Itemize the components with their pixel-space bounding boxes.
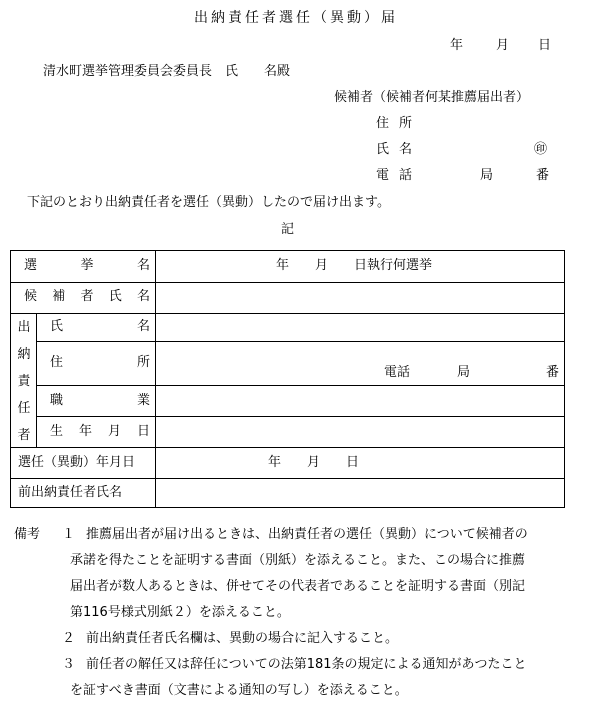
form-title: 出納責任者選任（異動）届 [194,10,398,26]
note-number: １ [62,527,76,542]
note-number: ２ [62,631,76,646]
note-line: 承諾を得たことを証明する書面（別紙）を添えること。また、この場合に推薦 [70,553,526,568]
applicant-heading: 候補者（候補者何某推薦届出者） [334,90,530,105]
election-name-label: 選 挙 名 [24,258,150,273]
form-table [10,250,565,508]
intro-text: 下記のとおり出納責任者を選任（異動）したので届け出ます。 [27,195,390,210]
note-line: を証すべき書面（文書による通知の写し）を添えること。 [70,683,408,698]
table-rule [10,447,565,448]
applicant-address-label: 住 所 [376,116,412,131]
table-rule [10,250,11,508]
applicant-phone-label: 電 話 [376,168,412,183]
date-day-label: 日 [538,38,552,53]
note-line: 前出納責任者氏名欄は、異動の場合に記入すること。 [86,631,399,646]
table-rule [36,313,37,447]
treasurer-group-label: 出 納 責 任 者 [17,320,31,443]
applicant-phone-number: 番 [536,168,550,183]
election-name-value: 年 月 日執行何選挙 [276,258,433,273]
table-rule [10,507,565,508]
treasurer-phone-number: 番 [546,365,560,380]
applicant-name-label: 氏 名 [376,142,412,157]
note-line: 第116号様式別紙２）を添えること。 [70,605,290,620]
treasurer-address-label: 住 所 [50,355,150,370]
candidate-name-label: 候 補 者 氏 名 [24,289,150,304]
date-month-label: 月 [496,38,510,53]
notes-label: 備考 [14,527,41,542]
table-rule [10,282,565,283]
note-line: 前任者の解任又は辞任についての法第181条の規定による通知があつたこと [86,657,527,672]
table-rule [564,250,565,508]
table-rule [10,478,565,479]
table-rule [10,313,565,314]
addressee: 清水町選挙管理委員会委員長 氏 名殿 [43,64,291,79]
appointment-date-label: 選任（異動）年月日 [18,455,136,470]
note-line: 推薦届出者が届け出るときは、出納責任者の選任（異動）について候補者の [86,527,528,542]
seal-mark: ㊞ [534,142,548,157]
treasurer-birthdate-label: 生 年 月 日 [50,424,150,439]
table-rule [36,341,565,342]
treasurer-occupation-label: 職 業 [50,393,150,408]
note-number: ３ [62,657,76,672]
table-rule [155,250,156,508]
table-rule [36,385,565,386]
date-year-label: 年 [450,38,464,53]
treasurer-name-label: 氏 名 [50,319,150,334]
previous-treasurer-label: 前出納責任者氏名 [18,485,123,500]
table-rule [36,416,565,417]
table-rule [10,250,565,251]
appointment-date-value: 年 月 日 [268,455,360,470]
ki-heading: 記 [281,222,295,237]
note-line: 届出者が数人あるときは、併せてその代表者であることを証明する書面（別記 [70,579,526,594]
applicant-phone-exchange: 局 [480,168,494,183]
treasurer-phone-label: 電話 [384,365,411,380]
treasurer-phone-exchange: 局 [457,365,471,380]
